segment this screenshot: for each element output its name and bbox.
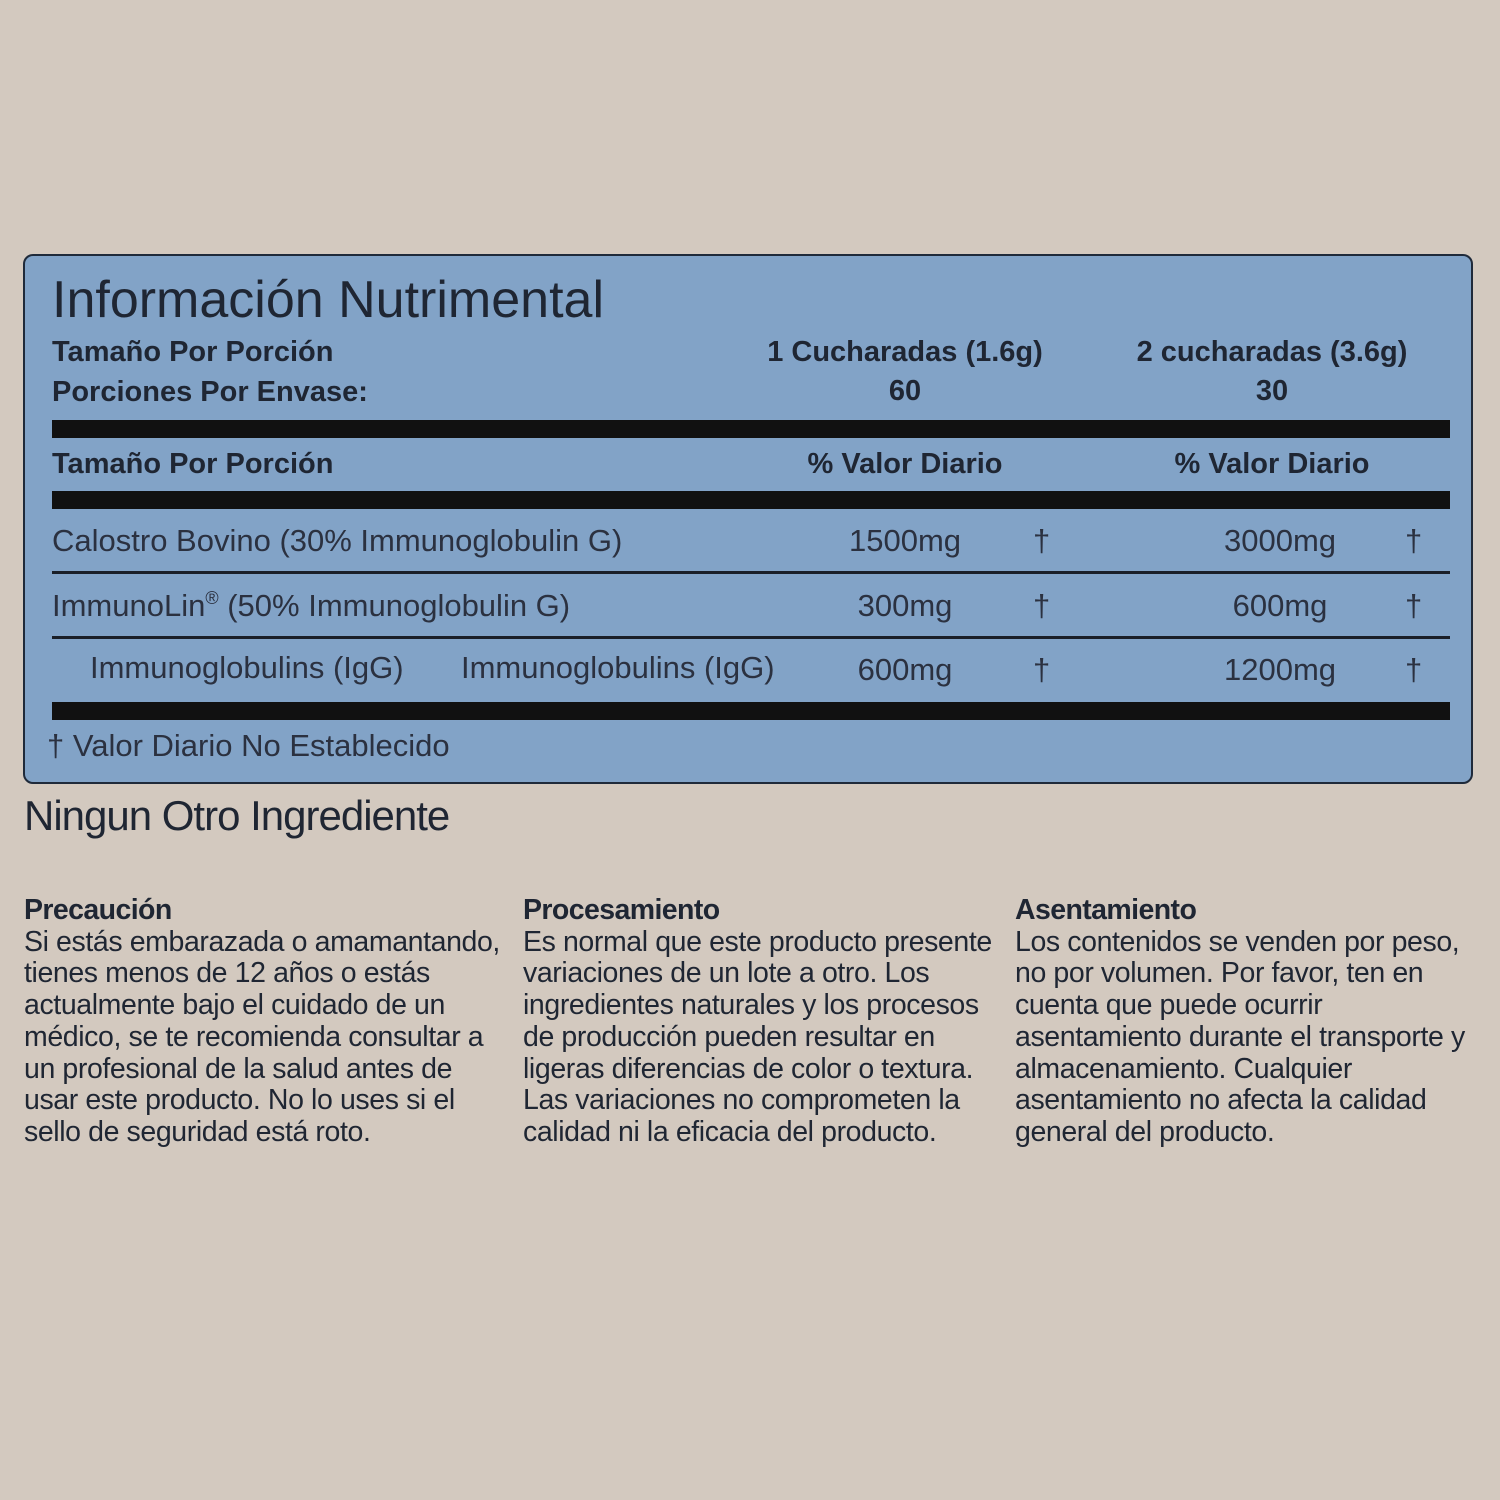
- row-divider: [52, 571, 1450, 574]
- settling-section: [1015, 895, 1485, 1149]
- ingredient-name-repeat: Immunoglobulins (IgG): [461, 650, 775, 685]
- section-body: Si estás embarazada o amamantando, tienes menos de 12 años o estás actualmente bajo el cuidado de un médico, se te recomienda consultar a un profesional de la salud antes de usar este producto. No lo uses si el sello de seguridad está roto.: [24, 925, 500, 1148]
- header-daily-value-col1: % Valor Diario: [807, 448, 1003, 480]
- col2-servings: 30: [1255, 375, 1289, 407]
- ingredient-amount-col2: 600mg: [1232, 588, 1328, 623]
- nutrition-facts-panel: [23, 254, 1473, 784]
- col2-serving-size: 2 cucharadas (3.6g): [1136, 336, 1408, 368]
- serving-size-label: Tamaño Por Porción: [52, 336, 334, 368]
- dagger-mark: †: [1405, 523, 1423, 558]
- ingredient-amount-col1: 300mg: [857, 588, 953, 623]
- section-body: Es normal que este producto presente variaciones de un lote a otro. Los ingredientes naturales y los procesos de producción pueden resultar en ligeras diferencias de color o textura. Las variaciones no comprometen la calidad ni la eficacia del producto.: [523, 925, 992, 1148]
- thick-divider: [52, 702, 1450, 720]
- thick-divider: [52, 420, 1450, 438]
- dagger-mark: †: [1033, 523, 1051, 558]
- servings-per-container-label: Porciones Por Envase:: [52, 376, 368, 408]
- dagger-mark: †: [1033, 652, 1051, 687]
- col1-serving-size: 1 Cucharadas (1.6g): [767, 336, 1043, 368]
- header-serving-label: Tamaño Por Porción: [52, 448, 334, 480]
- thick-divider: [52, 491, 1450, 509]
- section-title: Procesamiento: [523, 894, 720, 926]
- footnote: † Valor Diario No Establecido: [47, 728, 450, 763]
- section-body: Los contenidos se venden por peso, no por volumen. Por favor, ten en cuenta que puede ocurrir asentamiento durante el transporte y almacenamiento. Cualquier asentamiento no afecta la calidad general del producto.: [1015, 925, 1465, 1148]
- dagger-mark: †: [1405, 652, 1423, 687]
- dagger-mark: †: [1033, 588, 1051, 623]
- row-divider: [52, 636, 1450, 639]
- panel-title: Información Nutrimental: [52, 271, 604, 329]
- ingredient-amount-col1: 1500mg: [848, 523, 962, 558]
- dagger-mark: †: [1405, 588, 1423, 623]
- caution-section: [24, 895, 509, 1149]
- ingredient-amount-col2: 3000mg: [1223, 523, 1337, 558]
- ingredient-amount-col2: 1200mg: [1223, 652, 1337, 687]
- header-daily-value-col2: % Valor Diario: [1174, 448, 1370, 480]
- processing-section: [523, 895, 995, 1149]
- section-title: Precaución: [24, 894, 172, 926]
- section-title: Asentamiento: [1015, 894, 1197, 926]
- ingredient-name: ImmunoLin® (50% Immunoglobulin G): [52, 588, 571, 623]
- ingredient-name: Calostro Bovino (30% Immunoglobulin G): [52, 523, 623, 558]
- ingredient-amount-col1: 600mg: [857, 652, 953, 687]
- other-ingredients-note: Ningun Otro Ingrediente: [24, 792, 450, 839]
- col1-servings: 60: [888, 375, 922, 407]
- registered-mark: ®: [205, 588, 219, 608]
- ingredient-name: Immunoglobulins (IgG): [90, 650, 404, 685]
